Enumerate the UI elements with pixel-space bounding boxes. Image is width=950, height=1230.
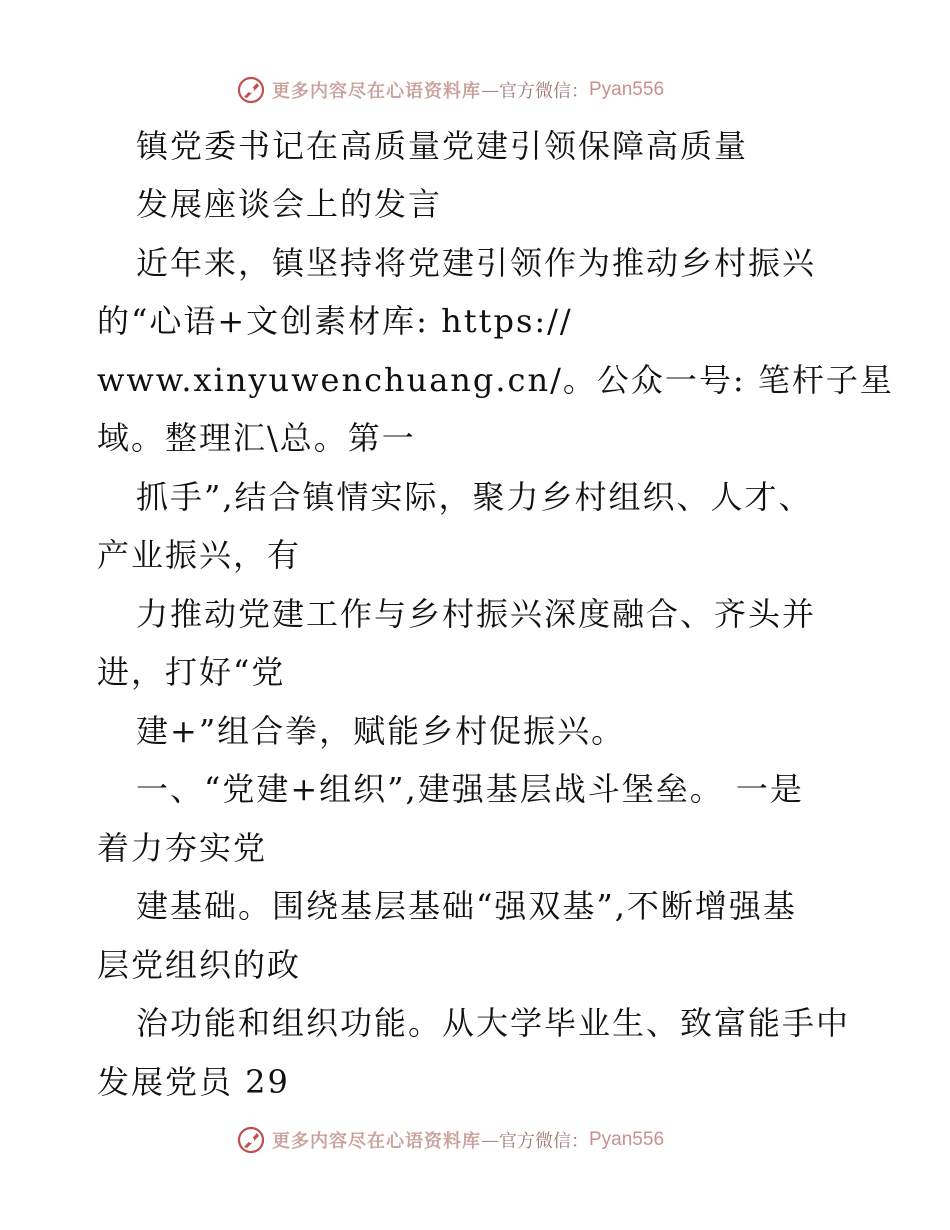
body-line: 力推动党建工作与乡村振兴深度融合、齐头并 (136, 595, 817, 633)
body-line: 进，打好“党 (97, 653, 286, 691)
body-line: 产业振兴，有 (97, 536, 302, 574)
body-line: 着力夯实党 (97, 829, 268, 867)
banner-id: Pyan556 (589, 79, 665, 100)
title-line-2: 发展座谈会上的发言 (136, 185, 443, 223)
banner-id: Pyan556 (589, 1129, 665, 1150)
quill-logo-icon (236, 1125, 266, 1155)
banner-dash: — (481, 79, 499, 101)
quill-logo-icon (236, 75, 266, 105)
body-line: 建+”组合拳，赋能乡村促振兴。 (136, 712, 626, 750)
banner-main-text: 更多内容尽在心语资料库 (272, 1131, 481, 1152)
body-line: 建基础。围绕基层基础“强双基”,不断增强基 (136, 887, 797, 925)
banner-sub-text: 官方微信： (499, 1131, 589, 1152)
body-line: 的“心语+文创素材库: https:// (97, 302, 573, 340)
body-line: www.xinyuwenchuang.cn/。公众一号: 笔杆子星 (97, 361, 894, 399)
title-line-1: 镇党委书记在高质量党建引领保障高质量 (136, 127, 749, 165)
body-line: 抓手”,结合镇情实际，聚力乡村组织、人才、 (136, 478, 813, 516)
body-line: 层党组织的政 (97, 946, 302, 984)
banner-main-text: 更多内容尽在心语资料库 (272, 81, 481, 102)
body-line: 近年来，镇坚持将党建引领作为推动乡村振兴 (136, 244, 817, 282)
banner-sub-text: 官方微信： (499, 81, 589, 102)
body-line: 域。整理汇\总。第一 (97, 419, 416, 457)
header-watermark (236, 72, 664, 108)
body-line: 治功能和组织功能。从大学毕业生、致富能手中 (136, 1004, 851, 1042)
body-line: 一、“党建+组织”,建强基层战斗堡垒。 一是 (136, 770, 804, 808)
footer-watermark (236, 1122, 664, 1158)
body-line: 发展党员 29 (97, 1063, 290, 1101)
banner-dash: — (481, 1129, 499, 1151)
